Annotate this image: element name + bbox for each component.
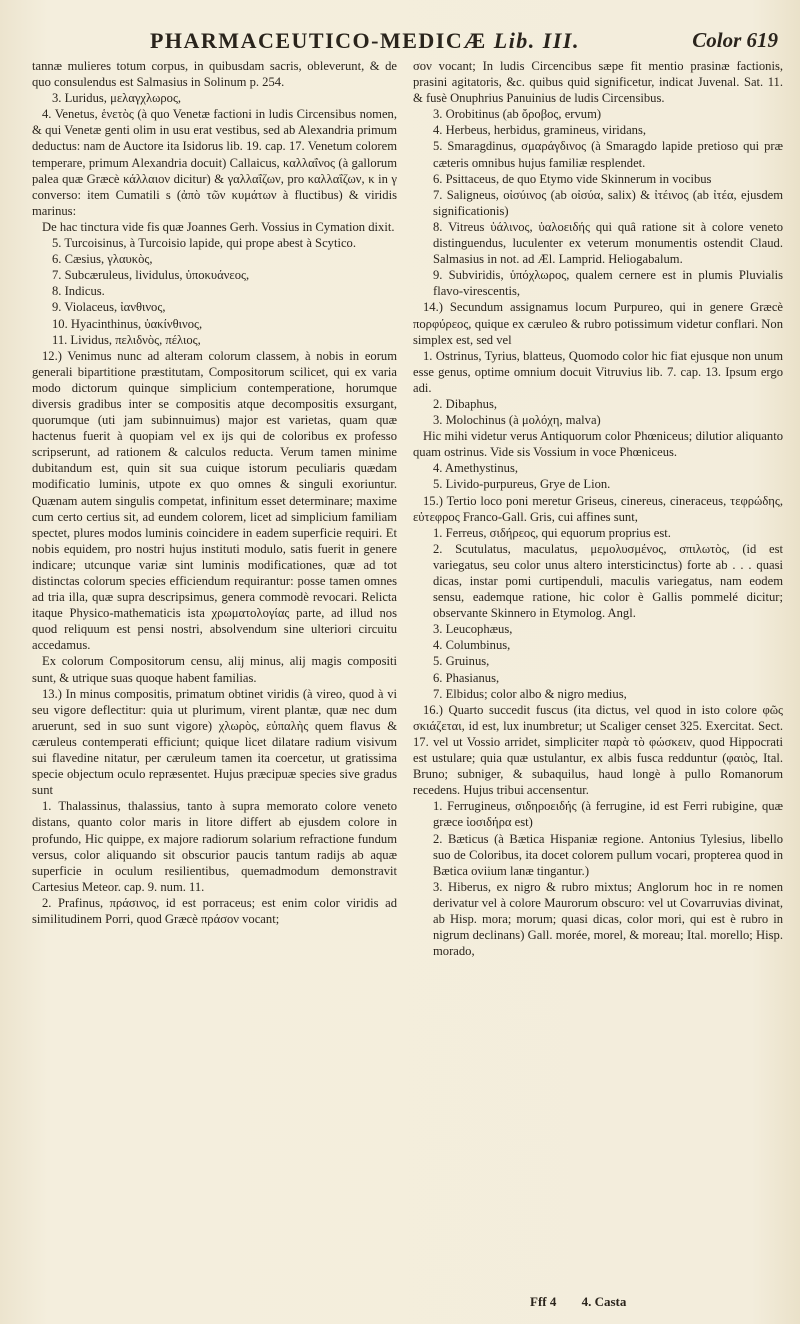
- list-item: 7. Elbidus; color albo & nigro medius,: [433, 686, 627, 701]
- paragraph: Hic mihi videtur verus Antiquorum color Phœniceus; dilutior aliquanto quam ostrinus. Vide sis Vossium in voce Phœniceus.: [413, 429, 783, 460]
- running-book: Lib. III.: [493, 28, 580, 53]
- list-item: 4. Columbinus,: [433, 638, 511, 653]
- list-item: 11. Lividus, πελιδνὸς, πέλιος,: [52, 332, 201, 347]
- paragraph: 1. Ostrinus, Tyrius, blatteus, Quomodo color hic fiat ejusque non unum esse genus, optime omnium docuit Vitruvius lib. 7. cap. 13. Ipsum ergo adi.: [413, 348, 783, 395]
- list-item: 3. Leucophæus,: [433, 622, 513, 637]
- right-column: [413, 58, 783, 959]
- list-item: 3. Molochinus (à μολόχη, malva): [433, 413, 601, 428]
- list-item: 2. Dibaphus,: [433, 396, 498, 411]
- running-title-text: PHARMACEUTICO-MEDICÆ: [149, 28, 487, 53]
- list-item: 10. Hyacinthinus, ὑακίνθινος,: [52, 316, 203, 331]
- running-right: [692, 28, 778, 53]
- paragraph: 16.) Quarto succedit fuscus (ita dictus, vel quod in isto colore φῶς σκιάζεται, id est, lux inumbretur; ut Scaliger censet 325. Exercitat. Sect. 17. vel ut Vossio arridet, simpliciter παρὰ τὸ φώσκειν, quod Hippocrati est ustulare; quia quæ ustulantur, ex albis fusca redduntur (φαιὸς, Ital. Bruno; subniger, & subaquilus, haud longè à pullo Romanorum recedens. Hujus tribui accensentur.: [413, 702, 783, 798]
- list-item: 8. Indicus.: [52, 284, 105, 299]
- paragraph: 2. Prafinus, πράσινος, id est porraceus; est enim color viridis ad similitudinem Porri, quod Græcè πράσον vocant;: [32, 895, 397, 926]
- paragraph: De hac tinctura vide fis quæ Joannes Gerh. Vossius in Cymation dixit.: [42, 219, 395, 234]
- list-item: 3. Luridus, μελαγχλωρος,: [52, 91, 182, 106]
- paragraph: Ex colorum Compositorum censu, alij minus, alij magis compositi sunt, & utrique suas quoque habent familias.: [32, 654, 397, 685]
- signature-mark: Fff 4: [530, 1294, 557, 1309]
- list-item: 5. Livido-purpureus, Grye de Lion.: [433, 477, 611, 492]
- list-item: 5. Turcoisinus, à Turcoisio lapide, qui prope abest à Scytico.: [52, 236, 356, 251]
- list-item: 4. Amethystinus,: [433, 461, 519, 476]
- paragraph: 13.) In minus compositis, primatum obtinet viridis (à vireo, quod à vi seu vigore deflectitur: quia ut plurimum, virent plantæ, quæ nec dum aruerunt, sed in suo sunt vigore) χλωρὸς, εὐπαλὴς quem flavus & cæruleus contemperati efficiunt; quique licet dilatare radium visivum sui flavedine nitatur, per cæruleum tamen ita coercetur, ut gratissima specie objectum oculo repræsentet. Hujus præcipuæ species sive gradus sunt: [32, 686, 397, 798]
- running-title: [130, 28, 600, 54]
- section-word: Color: [692, 28, 742, 52]
- list-item: 6. Cæsius, γλαυκὸς,: [52, 252, 153, 267]
- list-item: 5. Gruinus,: [433, 654, 490, 669]
- paragraph: tannæ mulieres totum corpus, in quibusdam sacris, obleverunt, & de quo consulendus est Salmasius in Solinum p. 254.: [32, 59, 397, 90]
- list-item: 9. Violaceus, ἰανθινος,: [52, 300, 166, 315]
- paragraph: 15.) Tertio loco poni meretur Griseus, cinereus, cineraceus, τεφρώδης, εὐτεφρος Franco-Gall. Gris, cui affines sunt,: [413, 493, 783, 524]
- list-item: 3. Hiberus, ex nigro & rubro mixtus; Anglorum hoc in re nomen derivatur vel à colore Maurorum obscuro: vel ut Covarruvias divinat, ab Hisp. mora; morum; quasi dicas, color mori, qui est è rubro in nigrum declinans) Gall. morée, morel, & moreau; Ital. morello; Hisp. morado,: [433, 879, 783, 959]
- list-item: 2. Scutulatus, maculatus, μεμολυσμένος, σπιλωτὸς, (id est variegatus, seu color unus altero intersticinctus) forte ab . . . quasi dicas, instar pomi curtipenduli, maculis variegatus, nam eodem sensu, eademque ratione, hic color è Gallis pommelé dicitur; observante Skinnero in Etymolog. Angl.: [433, 541, 783, 621]
- list-item: 8. Vitreus ὑάλινος, ὑαλοειδής qui quâ ratione sit à colore veneto distinguendus, luculenter ex veterum monumentis ostendit Claud. Salmasius in not. ad Æl. Lamprid. Heliogabalum.: [433, 219, 783, 267]
- paragraph: 1. Thalassinus, thalassius, tanto à supra memorato colore veneto distans, quanto color maris in litore differt ab ejusdem colore in profundo, Hic quippe, ex majore radiorum solarium refractione fundum versus, color aliquando sit obscurior paucis tantum radijs ab aquæ superficie in oculum resilientibus, quemadmodum demonstravit Cartesius Meteor. cap. 9. num. 11.: [32, 799, 397, 894]
- paragraph: 4. Venetus, ἑνετὸς (à quo Venetæ factioni in ludis Circensibus nomen, & qui Venetæ genti olim in usu erat vestibus, sed ab Alexandria primum deductus: nam de Auctore ita Isidorus lib. 19. cap. 17. Venetum colorem temperare, primum Alexandria docuit) Callaicus, καλλαΐνος (à gallorum palea quæ Græcè κάλλαιον dicitur) & γαλλαΐζων, pro καλλαΐζων, κ in γ converso: item Cumatili s (ἀπὸ τῶν κυμάτων à fluctibus) & viridis marinus:: [32, 107, 397, 218]
- list-item: 7. Subcæruleus, lividulus, ὑποκυάνεος,: [52, 268, 250, 283]
- left-column: [32, 58, 397, 927]
- paragraph: 14.) Secundum assignamus locum Purpureo, qui in genere Græcè πορφύρεος, quique ex cæruleo & rubro potissimum videtur conflari. Non simplex est, sed vel: [413, 300, 783, 347]
- page-number: 619: [746, 28, 778, 52]
- list-item: 9. Subviridis, ὑπόχλωρος, qualem cernere est in plumis Pluvialis flavo-virescentis,: [433, 268, 783, 299]
- list-item: 6. Psittaceus, de quo Etymo vide Skinnerum in vocibus: [433, 171, 712, 186]
- catchword: 4. Casta: [581, 1294, 627, 1309]
- paragraph: 12.) Venimus nunc ad alteram colorum classem, à nobis in eorum generali bipartitione præstitutam, Compositorum scilicet, qui ex varia modo dictorum quinque simplicium contemperatione, horumque diversis gradibus inter se compositis atque decompositis exsurgant, quorumque (uti jam subinnuimus) major est varietas, quam quæ hactenus fuerit à quopiam vel ex ijs qui de coloribus ex professo scripserunt, ad rationem & calculos reducta. Verum tamen minime dubitandum est, quin sit sua cuique istorum peculiaris quædam modificatio luminis, utpote ex quo omnes & singuli exoriuntur. Quænam autem singulis competat, infinitum esset determinare; maxime cum certo certius sit, ad eundem colorem, licet ad simplicium familiam spectet, plures modos luminis coincidere in eadem superficie requiri. Et nobis equidem, pro nostri hujus instituti modulo, satis fuerit in genere indicare; utcunque variæ sint luminis modificationes, quæ ad tot distinctas colorum species efficiendum requirantur: posse tamen omnes ad tria illa, quæ supra descripsimus, genera commodè revocari. Relicta itaque Physico-mathematicis ista χρωματολογίας parte, ad illud nos quod reliquum est pensi nostri, absolvendum sine ulteriori circuitu accedamus.: [32, 348, 397, 653]
- list-item: 1. Ferrugineus, σιδηροειδής (à ferrugine, id est Ferri rubigine, quæ græce ἰοσιδήρα est): [433, 799, 783, 830]
- list-item: 1. Ferreus, σιδήρεος, qui equorum proprius est.: [433, 525, 671, 540]
- page-footer: [530, 1294, 648, 1310]
- list-item: 3. Orobitinus (ab ὄροβος, ervum): [433, 107, 602, 122]
- list-item: 5. Smaragdinus, σμαράγδινος (à Smaragdo lapide pretioso qui præ cæteris omnibus hujus familiæ resplendet.: [433, 139, 783, 170]
- list-item: 7. Saligneus, οἰσύινος (ab οἰσύα, salix) & ἰτέινος (ab ἰτέα, ejusdem significationis): [433, 187, 783, 218]
- page-header: [0, 28, 800, 58]
- list-item: 2. Bæticus (à Bætica Hispaniæ regione. Antonius Tylesius, libello suo de Coloribus, ita docet colorem pullum vocari, propterea quod in Bætica oviium lanæ tingantur.): [433, 831, 783, 878]
- list-item: 4. Herbeus, herbidus, gramineus, viridans,: [433, 123, 646, 138]
- list-item: 6. Phasianus,: [433, 670, 500, 685]
- paragraph: σον vocant; In ludis Circencibus sæpe fit mentio prasinæ factionis, prasini agitatoris, &c. quibus quid significetur, indicat Juvenal. Sat. 11. & fusè Onuphrius Panuinius de ludis Circensibus.: [413, 59, 783, 106]
